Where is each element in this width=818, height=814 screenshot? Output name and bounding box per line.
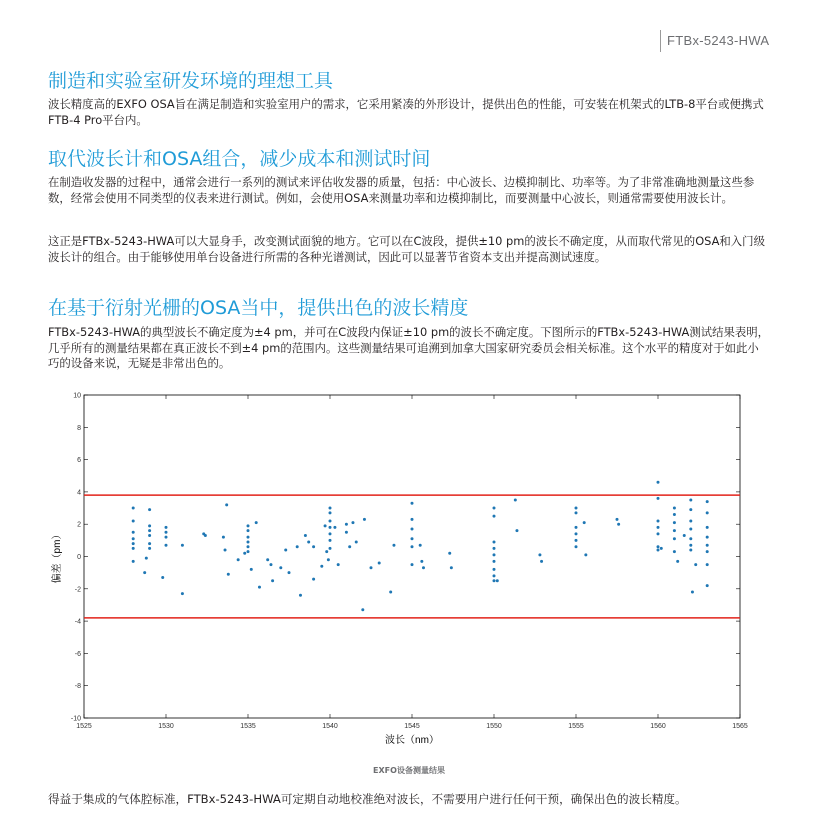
limit-lines (84, 495, 740, 618)
data-point (329, 532, 332, 535)
product-header: FTBx-5243-HWA (660, 30, 769, 52)
data-point (673, 507, 676, 510)
data-point (683, 534, 686, 537)
data-point (514, 498, 517, 501)
data-point (351, 521, 354, 524)
data-point (673, 513, 676, 516)
data-point (420, 560, 423, 563)
x-tick-label: 1530 (158, 723, 174, 730)
data-point (271, 579, 274, 582)
axis-ticks (71, 393, 748, 731)
data-point (132, 537, 135, 540)
data-point (348, 545, 351, 548)
data-point (255, 521, 258, 524)
data-point (148, 534, 151, 537)
y-tick-label: 4 (77, 489, 81, 497)
data-point (689, 508, 692, 511)
data-point (299, 594, 302, 597)
data-point (617, 523, 620, 526)
data-point (411, 502, 414, 505)
data-point (181, 544, 184, 547)
data-point (165, 526, 168, 529)
x-axis-label: 波长（nm） (385, 735, 439, 746)
section2-para1: 在制造收发器的过程中，通常会进行一系列的测试来评估收发器的质量，包括：中心波长、边模抑制比、功率等。为了非常准确地测量这些参数，经常会使用不同类型的仪表来进行测试。例如，会使用OSA来测量功率和边模抑制比，而要测量中心波长，则通常需要使用波长计。 (48, 175, 755, 205)
data-point (145, 557, 148, 560)
y-tick-label: -8 (74, 683, 81, 691)
x-tick-label: 1535 (240, 723, 256, 730)
data-point (411, 528, 414, 531)
section3-body: FTBx-5243-HWA的典型波长不确定度为±4 pm，并可在C波段内保证±10 pm的波长不确定度。下图所示的FTBx-5243-HWA测试结果表明，几乎所有的测量结果都在真正波长不到±4 pm的范围内。这些测量结果可追溯到加拿大国家研究委员会相关标准。这个水平的精度对于如此小巧的设备来说，无疑是非常出色的。 (48, 325, 770, 370)
scatter-plot (0, 385, 818, 775)
data-point (204, 534, 207, 537)
y-tick-label: 6 (77, 457, 81, 465)
data-point (132, 507, 135, 510)
data-point (329, 511, 332, 514)
data-point (706, 500, 709, 503)
data-point (515, 529, 518, 532)
data-point (422, 566, 425, 569)
data-point (370, 566, 373, 569)
data-point (676, 560, 679, 563)
data-point (304, 534, 307, 537)
data-point (616, 518, 619, 521)
data-point (689, 519, 692, 522)
data-point (258, 586, 261, 589)
data-point (411, 518, 414, 521)
data-point (411, 545, 414, 548)
data-point (247, 529, 250, 532)
data-point (583, 521, 586, 524)
data-point (247, 550, 250, 553)
section1-body: 波长精度高的EXFO OSA旨在满足制造和实验室用户的需求，它采用紧凑的外形设计，提供出色的性能，可安装在机架式的LTB-8平台或便携式FTB-4 Pro平台内。 (48, 97, 764, 127)
data-point (657, 497, 660, 500)
footer-text: 得益于集成的气体腔标准，FTBx-5243-HWA可定期自动地校准绝对波长，不需要用户进行任何干预，确保出色的波长精度。 (48, 792, 687, 806)
data-point (224, 549, 227, 552)
data-point (706, 550, 709, 553)
data-point (132, 519, 135, 522)
data-point (493, 515, 496, 518)
data-point (329, 547, 332, 550)
y-tick-label: 10 (73, 392, 81, 400)
data-point (250, 568, 253, 571)
data-point (284, 549, 287, 552)
data-point (279, 566, 282, 569)
y-tick-label: -4 (74, 618, 81, 626)
data-point (691, 591, 694, 594)
data-point (247, 540, 250, 543)
data-point (689, 498, 692, 501)
measurement-chart (0, 385, 818, 775)
data-point (329, 519, 332, 522)
data-point (657, 545, 660, 548)
data-point (345, 531, 348, 534)
data-point (694, 563, 697, 566)
y-tick-label: -10 (70, 715, 81, 723)
data-point (575, 539, 578, 542)
data-point (337, 563, 340, 566)
data-point (148, 524, 151, 527)
x-tick-label: 1545 (404, 723, 420, 730)
data-point (493, 507, 496, 510)
data-point (148, 542, 151, 545)
data-point (493, 540, 496, 543)
data-point (493, 547, 496, 550)
data-point (706, 563, 709, 566)
data-point (493, 560, 496, 563)
x-tick-label: 1560 (650, 723, 666, 730)
data-point (657, 481, 660, 484)
data-point (493, 553, 496, 556)
data-point (247, 545, 250, 548)
data-point (325, 550, 328, 553)
data-point (584, 553, 587, 556)
data-point (132, 542, 135, 545)
data-point (706, 536, 709, 539)
y-tick-label: -2 (74, 586, 81, 594)
data-point (575, 532, 578, 535)
data-point (148, 508, 151, 511)
section1-heading: 制造和实验室研发环境的理想工具 (48, 70, 334, 92)
data-point (448, 552, 451, 555)
data-point (312, 545, 315, 548)
data-point (143, 571, 146, 574)
data-point (706, 584, 709, 587)
data-point (165, 531, 168, 534)
data-point (411, 537, 414, 540)
data-point (706, 544, 709, 547)
x-tick-label: 1525 (76, 723, 92, 730)
section2-para2: 这正是FTBx-5243-HWA可以大显身手，改变测试面貌的地方。它可以在C波段，提供±10 pm的波长不确定度，从而取代常见的OSA和入门级波长计的组合。由于能够使用单台设备进行所需的各种光谱测试，因此可以显著节省资本支出并提高测试速度。 (48, 234, 765, 264)
data-point (706, 511, 709, 514)
data-point (181, 592, 184, 595)
data-point (657, 519, 660, 522)
section3-heading: 在基于衍射光栅的OSA当中，提供出色的波长精度 (48, 297, 469, 319)
data-point (411, 563, 414, 566)
data-point (389, 591, 392, 594)
data-point (673, 550, 676, 553)
data-point (148, 547, 151, 550)
data-point (689, 549, 692, 552)
data-point (493, 568, 496, 571)
data-point (327, 558, 330, 561)
data-point (324, 524, 327, 527)
data-point (165, 536, 168, 539)
y-tick-label: 8 (77, 424, 81, 432)
data-point (247, 524, 250, 527)
data-points (132, 481, 709, 612)
data-point (312, 578, 315, 581)
data-point (575, 511, 578, 514)
data-point (575, 545, 578, 548)
data-point (165, 544, 168, 547)
data-point (329, 526, 332, 529)
x-tick-label: 1555 (568, 723, 584, 730)
data-point (227, 573, 230, 576)
data-point (689, 544, 692, 547)
data-point (493, 579, 496, 582)
data-point (378, 561, 381, 564)
data-point (132, 531, 135, 534)
data-point (363, 518, 366, 521)
figure-caption: EXFO设备测量结果 (373, 766, 445, 775)
data-point (355, 540, 358, 543)
data-point (288, 571, 291, 574)
data-point (132, 547, 135, 550)
data-point (450, 566, 453, 569)
data-point (392, 544, 395, 547)
data-point (307, 540, 310, 543)
y-tick-label: 2 (77, 521, 81, 529)
x-tick-label: 1550 (486, 723, 502, 730)
y-axis-label: 偏差（pm） (52, 529, 63, 584)
data-point (329, 539, 332, 542)
data-point (161, 576, 164, 579)
data-point (657, 532, 660, 535)
data-point (540, 560, 543, 563)
data-point (329, 507, 332, 510)
data-point (496, 579, 499, 582)
data-point (333, 526, 336, 529)
data-point (148, 529, 151, 532)
section2-heading: 取代波长计和OSA组合，减少成本和测试时间 (48, 148, 431, 170)
data-point (361, 608, 364, 611)
data-point (419, 544, 422, 547)
data-point (673, 529, 676, 532)
y-tick-label: 0 (77, 554, 81, 561)
x-tick-label: 1565 (732, 723, 748, 730)
data-point (657, 549, 660, 552)
data-point (296, 545, 299, 548)
data-point (657, 526, 660, 529)
plot-frame (84, 395, 740, 718)
data-point (269, 563, 272, 566)
data-point (538, 553, 541, 556)
data-point (225, 503, 228, 506)
data-point (320, 565, 323, 568)
data-point (689, 528, 692, 531)
x-tick-label: 1540 (322, 723, 338, 730)
y-tick-label: -6 (74, 650, 81, 658)
data-point (243, 552, 246, 555)
data-point (266, 558, 269, 561)
data-point (132, 560, 135, 563)
data-point (222, 536, 225, 539)
data-point (237, 558, 240, 561)
data-point (345, 523, 348, 526)
data-point (575, 526, 578, 529)
data-point (575, 507, 578, 510)
data-point (706, 526, 709, 529)
data-point (247, 536, 250, 539)
data-point (673, 521, 676, 524)
data-point (493, 574, 496, 577)
data-point (673, 537, 676, 540)
data-point (660, 547, 663, 550)
data-point (689, 537, 692, 540)
